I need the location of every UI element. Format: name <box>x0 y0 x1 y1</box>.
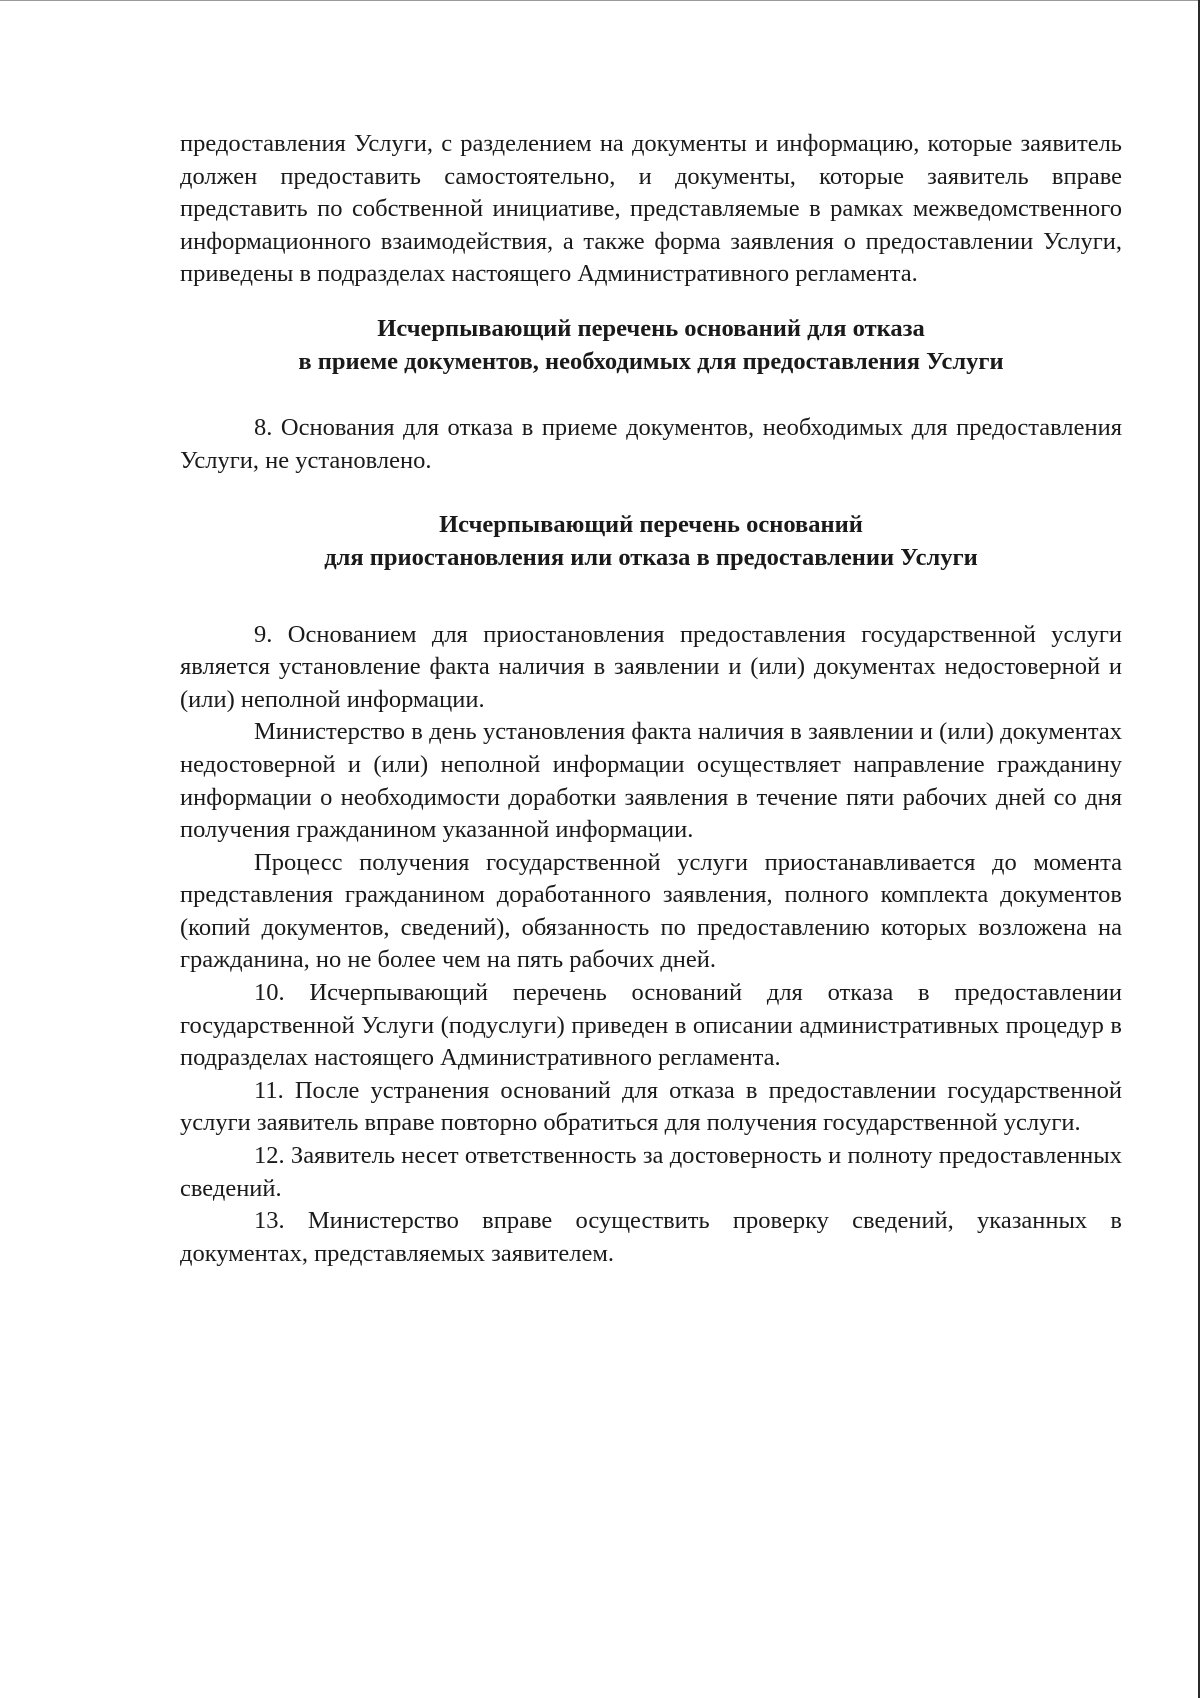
paragraph-10: 10. Исчерпывающий перечень оснований для отказа в предоставлении государственной Услуги (подуслуги) приведен в описании административных процедур в подразделах настоящего Административного регламента. <box>180 979 1122 1072</box>
paragraph-13: 13. Министерство вправе осуществить проверку сведений, указанных в документах, представляемых заявителем. <box>180 1207 1122 1267</box>
paragraph-9-process: Процесс получения государственной услуги приостанавливается до момента представления гражданином доработанного заявления, полного комплекта документов (копий документов, сведений), обязанность по предоставлению которых возложена на гражданина, но не более чем на пять рабочих дней. <box>180 848 1122 974</box>
heading-line: Исчерпывающий перечень оснований для отказа <box>377 314 925 342</box>
heading-refusal-acceptance <box>180 313 1122 378</box>
paragraph-9-ministry: Министерство в день установления факта наличия в заявлении и (или) документах недостоверной и (или) неполной информации осуществляет направление гражданину информации о необходимости доработки заявления в течение пяти рабочих дней со дня получения гражданином указанной информации. <box>180 718 1122 844</box>
heading-line: в приеме документов, необходимых для предоставления Услуги <box>298 347 1004 375</box>
paragraph-9: 9. Основанием для приостановления предоставления государственной услуги является установление факта наличия в заявлении и (или) документах недостоверной и (или) неполной информации. <box>180 620 1122 713</box>
intro-paragraph: предоставления Услуги, с разделением на документы и информацию, которые заявитель должен предоставить самостоятельно, и документы, которые заявитель вправе представить по собственной инициативе, представляемые в рамках межведомственного информационного взаимодействия, а также форма заявления о предоставлении Услуги, приведены в подразделах настоящего Административного регламента. <box>180 130 1122 288</box>
document-body <box>180 128 1122 1270</box>
heading-line: Исчерпывающий перечень оснований <box>439 511 863 539</box>
heading-line: для приостановления или отказа в предоставлении Услуги <box>324 543 978 571</box>
paragraph-8: 8. Основания для отказа в приеме документов, необходимых для предоставления Услуги, не установлено. <box>180 414 1122 474</box>
paragraph-12: 12. Заявитель несет ответственность за достоверность и полноту предоставленных сведений. <box>180 1142 1122 1202</box>
scan-edge-top <box>0 0 1200 1</box>
heading-suspension-refusal <box>180 509 1122 574</box>
paragraph-11: 11. После устранения оснований для отказа в предоставлении государственной услуги заявитель вправе повторно обратиться для получения государственной услуги. <box>180 1076 1122 1137</box>
